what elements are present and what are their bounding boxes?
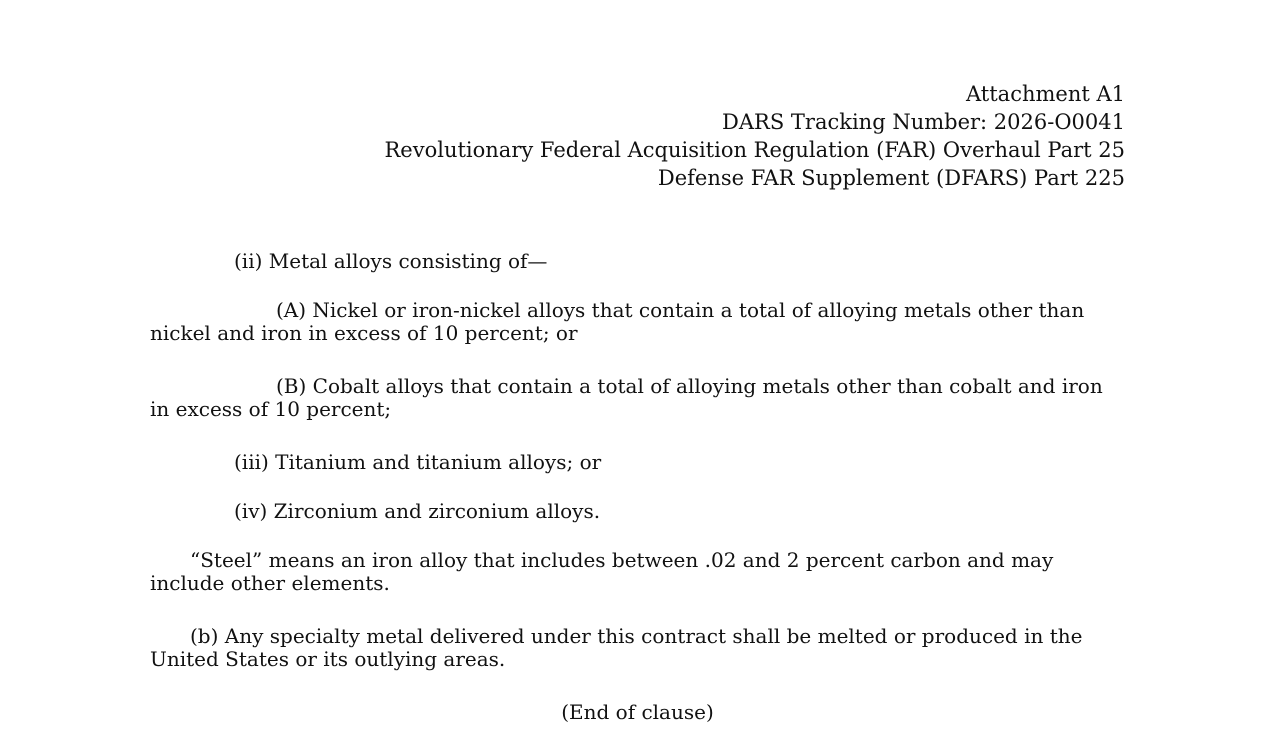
paragraph-B: (B) Cobalt alloys that contain a total of alloying metals other than cobalt and iron in excess of 10 percent; <box>150 374 1103 421</box>
dfars-part-title: Defense FAR Supplement (DFARS) Part 225 <box>657 166 1125 190</box>
attachment-label: Attachment A1 <box>966 82 1125 106</box>
end-of-clause: (End of clause) <box>561 700 714 724</box>
paragraph-b: (b) Any specialty metal delivered under this contract shall be melted or produced in the United States or its outlying areas. <box>150 624 1083 671</box>
paragraph-iv: (iv) Zirconium and zirconium alloys. <box>234 499 601 523</box>
paragraph-ii: (ii) Metal alloys consisting of— <box>234 249 548 273</box>
tracking-number: DARS Tracking Number: 2026-O0041 <box>722 110 1125 134</box>
paragraph-steel-definition: “Steel” means an iron alloy that includes between .02 and 2 percent carbon and may include other elements. <box>150 548 1054 595</box>
document-header <box>385 80 1126 192</box>
paragraph-A: (A) Nickel or iron-nickel alloys that contain a total of alloying metals other than nickel and iron in excess of 10 percent; or <box>150 298 1085 345</box>
paragraph-iii: (iii) Titanium and titanium alloys; or <box>234 450 602 474</box>
far-part-title: Revolutionary Federal Acquisition Regulation (FAR) Overhaul Part 25 <box>384 138 1125 162</box>
